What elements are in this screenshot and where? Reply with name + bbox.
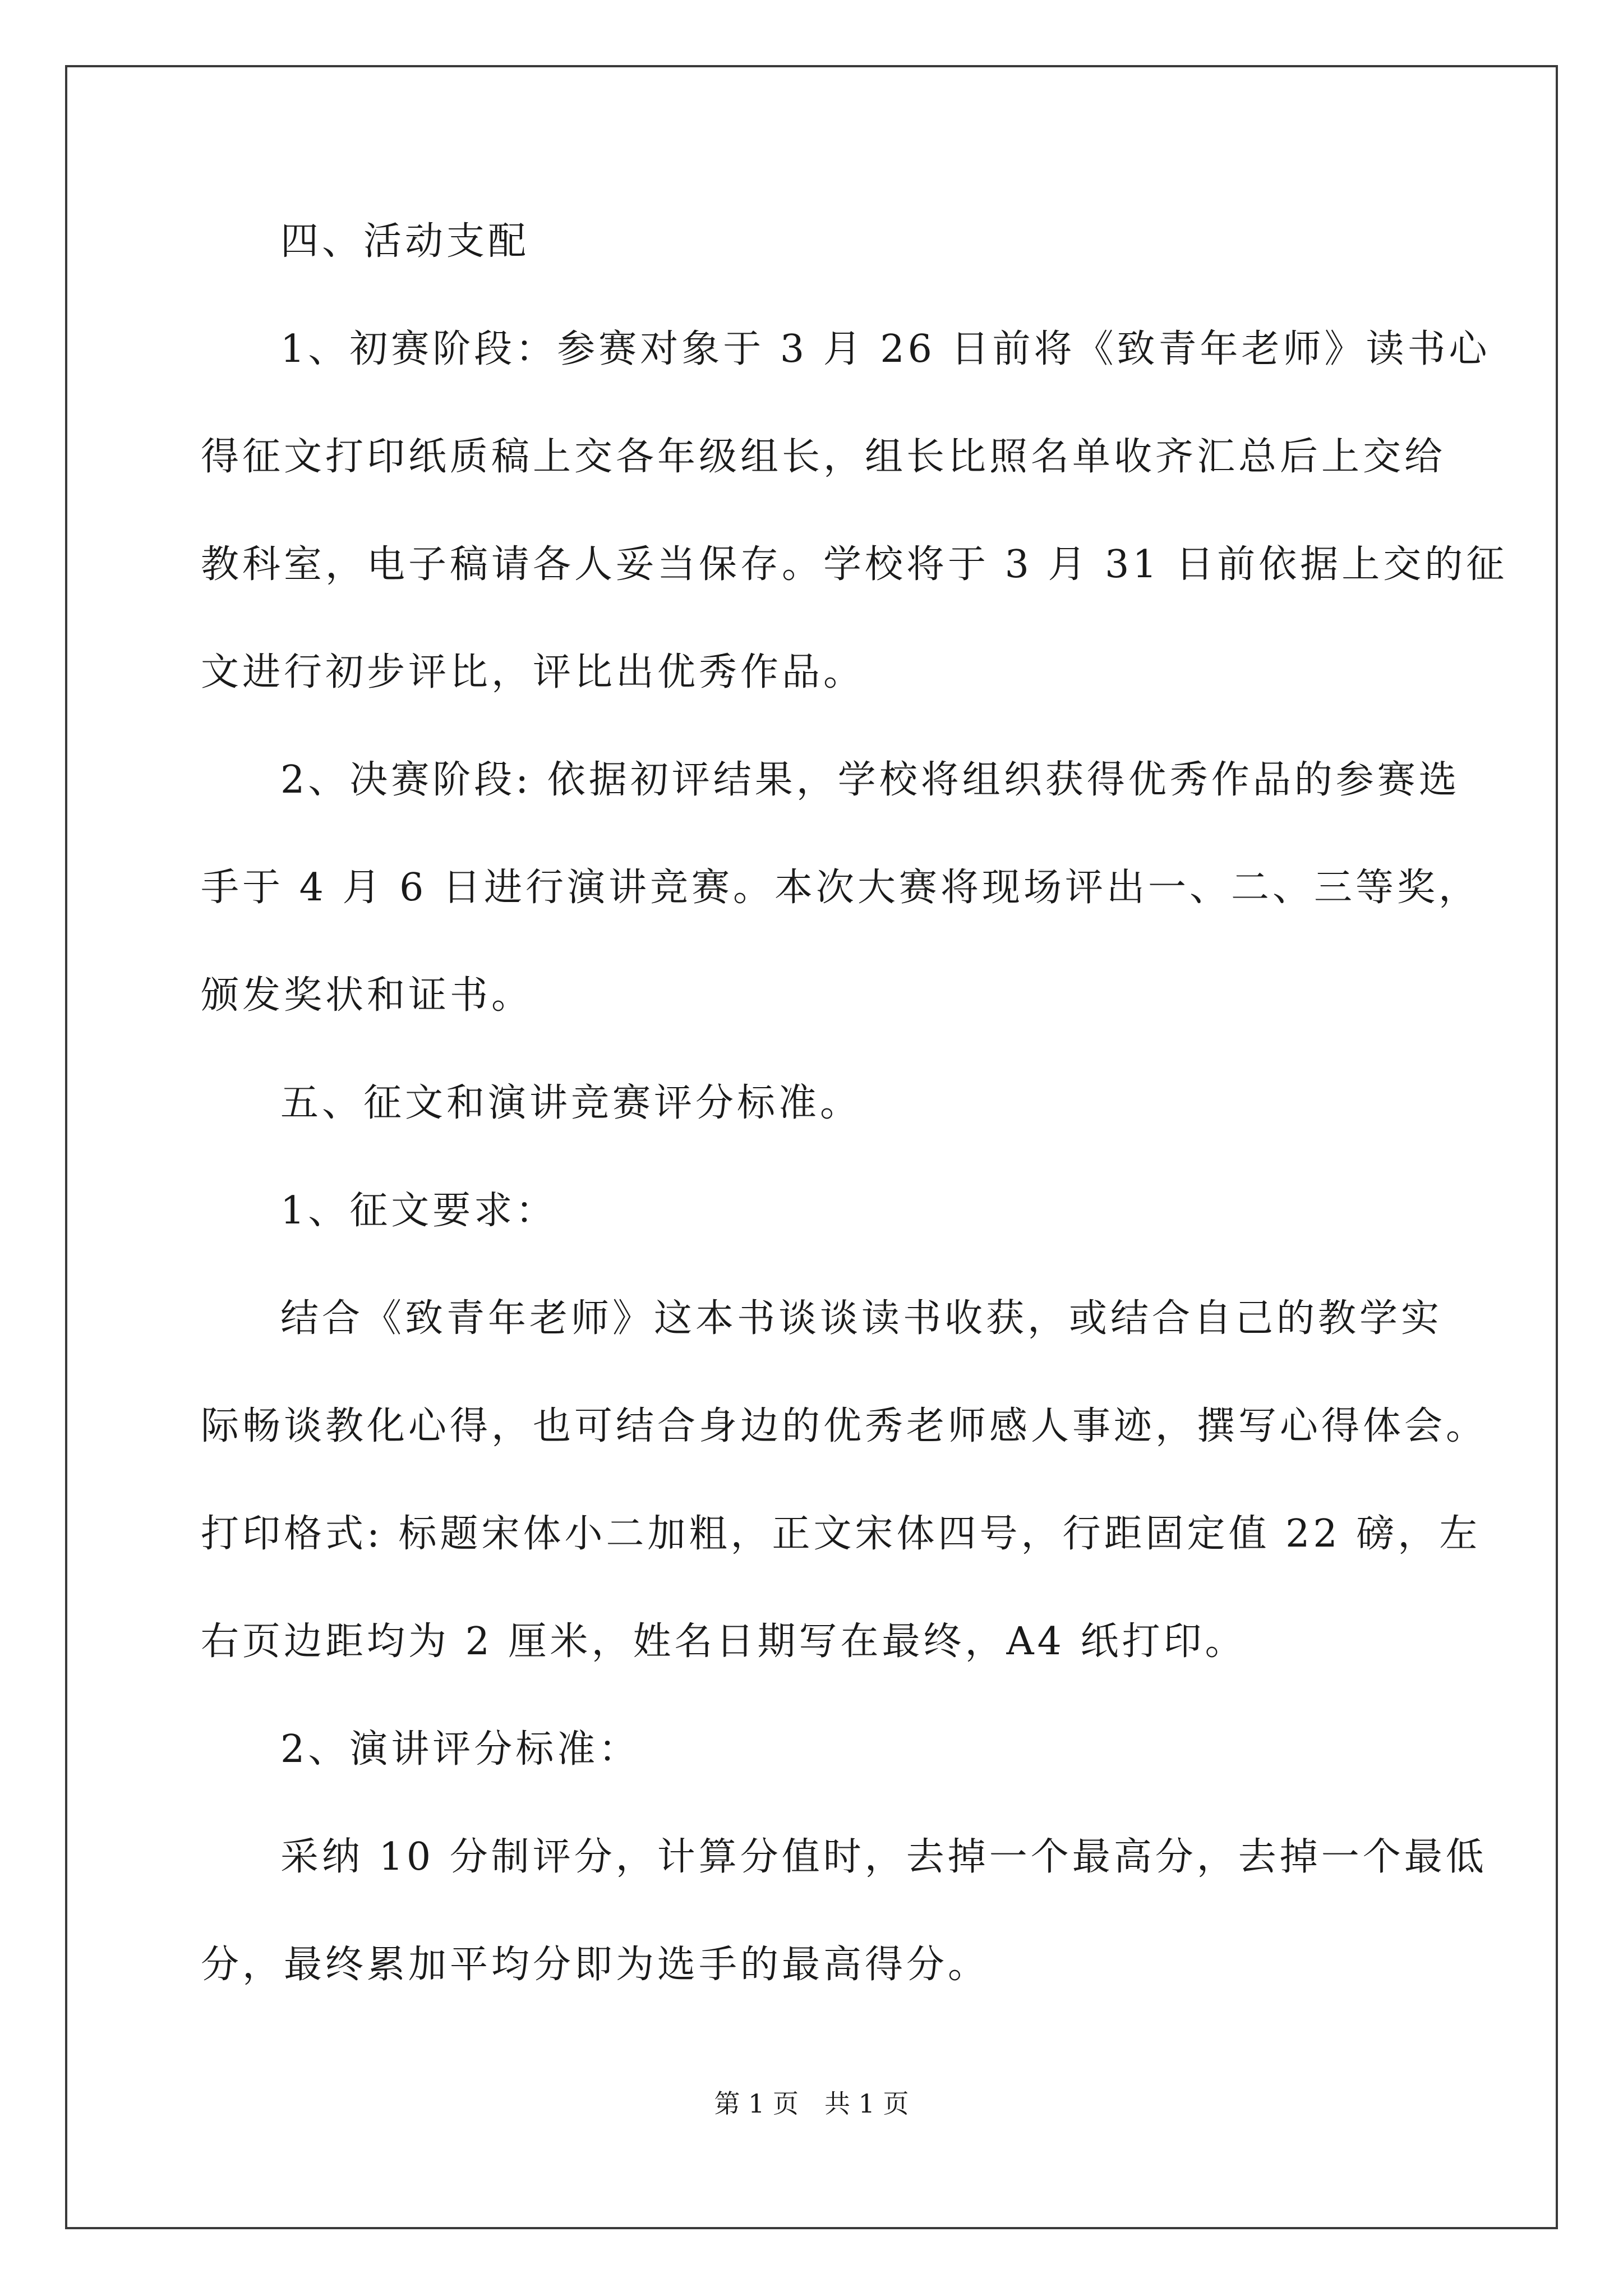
subsection-heading: 2、演讲评分标准： bbox=[280, 1727, 640, 1772]
paragraph-line: 打印格式: 标题宋体小二加粗，正文宋体四号，行距固定值 22 磅，左 bbox=[201, 1512, 1481, 1556]
paragraph-line: 颁发奖状和证书。 bbox=[201, 973, 533, 1018]
paragraph-line: 文进行初步评比，评比出优秀作品。 bbox=[201, 650, 865, 694]
section-heading: 五、征文和演讲竞赛评分标准。 bbox=[280, 1081, 862, 1125]
subsection-heading: 1、征文要求： bbox=[280, 1189, 557, 1233]
paragraph-line: 手于 4 月 6 日进行演讲竞赛。本次大赛将现场评出一、二、三等奖， bbox=[201, 866, 1480, 910]
page-number-footer: 第 1 页 共 1 页 bbox=[714, 2088, 909, 2119]
paragraph-line: 右页边距均为 2 厘米，姓名日期写在最终，A4 纸打印。 bbox=[201, 1619, 1247, 1664]
section-heading: 四、活动支配 bbox=[280, 219, 530, 264]
paragraph-line: 分，最终累加平均分即为选手的最高得分。 bbox=[201, 1943, 990, 1987]
paragraph-line: 际畅谈教化心得，也可结合身边的优秀老师感人事迹，撰写心得体会。 bbox=[201, 1404, 1488, 1448]
paragraph-line: 得征文打印纸质稿上交各年级组长，组长比照名单收齐汇总后上交给 bbox=[201, 435, 1446, 479]
paragraph-line: 教科室，电子稿请各人妥当保存。学校将于 3 月 31 日前依据上交的征 bbox=[201, 542, 1508, 587]
paragraph-line: 2、决赛阶段: 依据初评结果，学校将组织获得优秀作品的参赛选 bbox=[280, 758, 1460, 802]
paragraph-line: 1、初赛阶段：参赛对象于 3 月 26 日前将《致青年老师》读书心 bbox=[280, 327, 1491, 371]
paragraph-line: 采纳 10 分制评分，计算分值时，去掉一个最高分，去掉一个最低 bbox=[280, 1835, 1487, 1879]
paragraph-line: 结合《致青年老师》这本书谈谈读书收获，或结合自己的教学实 bbox=[280, 1296, 1443, 1341]
document-body bbox=[201, 218, 1508, 2049]
